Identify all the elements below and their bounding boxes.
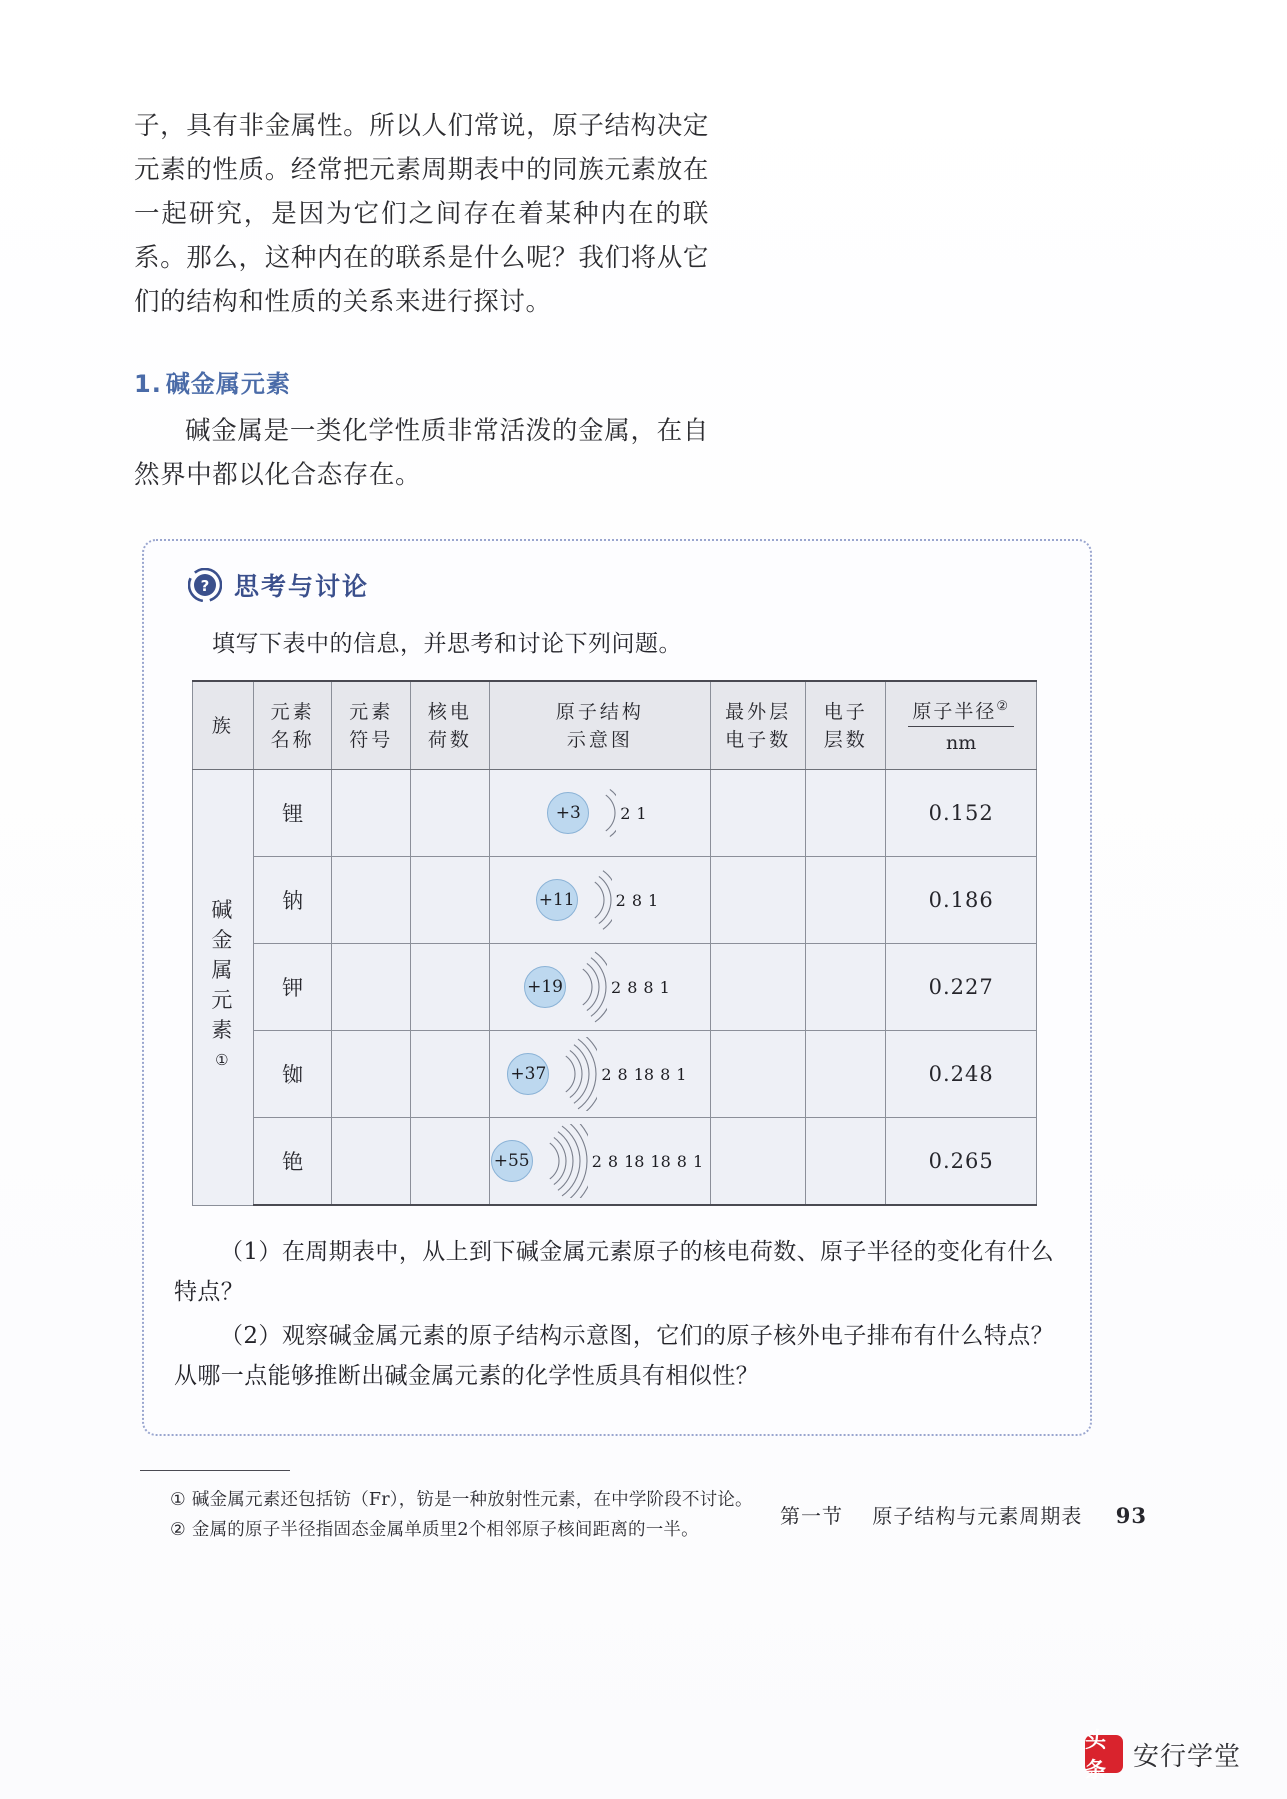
shell-electron-count: 2 bbox=[591, 1151, 602, 1171]
shell-electron-count: 8 bbox=[660, 1064, 671, 1084]
shell-electron-count: 8 bbox=[607, 1151, 619, 1171]
electron-shells bbox=[551, 1037, 597, 1111]
cell-element-symbol[interactable] bbox=[332, 1118, 411, 1206]
table-row bbox=[193, 1118, 1037, 1206]
col-header-name: 元素 名称 bbox=[253, 681, 332, 770]
footer-title: 原子结构与元素周期表 bbox=[872, 1504, 1083, 1528]
discussion-header bbox=[188, 567, 1060, 603]
atom-structure-diagram bbox=[491, 1037, 709, 1111]
alkali-metals-table-wrapper bbox=[192, 680, 1060, 1206]
cell-atom-structure bbox=[489, 1118, 710, 1206]
cell-element-symbol[interactable] bbox=[332, 770, 411, 857]
shell-electron-count: 2 bbox=[601, 1064, 612, 1084]
cell-atomic-radius: 0.227 bbox=[886, 944, 1037, 1031]
shell-electron-count: 18 bbox=[650, 1151, 671, 1171]
table-row bbox=[193, 770, 1037, 857]
footer-chapter: 第一节 bbox=[780, 1504, 844, 1528]
cell-element-name: 钠 bbox=[253, 857, 332, 944]
svg-text:?: ? bbox=[200, 577, 210, 595]
cell-element-name: 铷 bbox=[253, 1031, 332, 1118]
cell-atomic-radius: 0.186 bbox=[886, 857, 1037, 944]
shell-electron-count: 8 bbox=[676, 1151, 687, 1171]
shell-electron-count: 8 bbox=[617, 1064, 628, 1084]
shell-electron-count: 1 bbox=[676, 1064, 687, 1084]
family-footnote-marker: ① bbox=[215, 1050, 231, 1069]
page-footer bbox=[0, 1500, 1287, 1529]
alkali-metals-table bbox=[192, 680, 1037, 1206]
shell-electron-list bbox=[592, 1152, 709, 1171]
section-title: 碱金属元素 bbox=[165, 370, 291, 398]
cell-atomic-radius: 0.152 bbox=[886, 770, 1037, 857]
cell-atomic-radius: 0.265 bbox=[886, 1118, 1037, 1206]
table-head bbox=[193, 681, 1037, 770]
table-header-row bbox=[193, 681, 1037, 770]
cell-outer-electrons[interactable] bbox=[711, 1031, 806, 1118]
shell-electron-count: 1 bbox=[636, 803, 647, 823]
intro-paragraph: 子，具有非金属性。所以人们常说，原子结构决定元素的性质。经常把元素周期表中的同族元素放在一起研究，是因为它们之间存在着某种内在的联系。那么，这种内在的联系是什么呢？我们将从它们的结构和性质的关系来进行探讨。 bbox=[134, 111, 709, 317]
nucleus-charge: +3 bbox=[547, 792, 589, 834]
electron-shells bbox=[535, 1124, 588, 1198]
shell-electron-list bbox=[601, 1065, 692, 1084]
radius-unit: nm bbox=[946, 732, 977, 755]
shell-electron-list bbox=[611, 978, 676, 997]
footnote-marker: ② bbox=[170, 1520, 186, 1541]
shell-electron-count: 1 bbox=[659, 977, 670, 997]
shell-electron-list bbox=[620, 804, 652, 823]
col-header-symbol: 元素 符号 bbox=[332, 681, 411, 770]
radius-footnote-marker: ② bbox=[996, 699, 1010, 714]
discussion-question: （2）观察碱金属元素的原子结构示意图，它们的原子核外电子排布有什么特点？从哪一点能够推断出碱金属元素的化学性质具有相似性？ bbox=[174, 1323, 1055, 1390]
cell-atom-structure bbox=[489, 944, 710, 1031]
electron-shells bbox=[591, 776, 616, 850]
cell-element-name: 铯 bbox=[253, 1118, 332, 1206]
question-mark-circle-icon bbox=[188, 568, 222, 602]
nucleus-charge: +19 bbox=[524, 966, 566, 1008]
cell-shell-count[interactable] bbox=[806, 1031, 886, 1118]
table-row bbox=[193, 944, 1037, 1031]
watermark-logo-icon: 头条 bbox=[1085, 1735, 1123, 1773]
shell-electron-count: 8 bbox=[631, 890, 643, 910]
atom-structure-diagram bbox=[491, 950, 709, 1024]
watermark-text: 安行学堂 bbox=[1132, 1741, 1241, 1772]
footnote-marker: ① bbox=[170, 1490, 186, 1511]
nucleus-charge: +55 bbox=[491, 1140, 533, 1182]
cell-nuclear-charge[interactable] bbox=[411, 944, 490, 1031]
discussion-box bbox=[142, 539, 1092, 1436]
watermark bbox=[1084, 1728, 1241, 1782]
cell-nuclear-charge[interactable] bbox=[411, 1118, 490, 1206]
cell-element-symbol[interactable] bbox=[332, 857, 411, 944]
atom-structure-diagram bbox=[491, 776, 709, 850]
cell-element-name: 钾 bbox=[253, 944, 332, 1031]
cell-shell-count[interactable] bbox=[806, 944, 886, 1031]
electron-shells bbox=[568, 950, 607, 1024]
cell-nuclear-charge[interactable] bbox=[411, 770, 490, 857]
atom-structure-diagram bbox=[491, 1124, 709, 1198]
nucleus-charge: +37 bbox=[507, 1053, 549, 1095]
shell-electron-count: 8 bbox=[627, 977, 638, 997]
footnote-text: 金属的原子半径指固态金属单质里2个相邻原子核间距离的一半。 bbox=[191, 1520, 699, 1541]
page-number: 93 bbox=[1115, 1503, 1147, 1528]
cell-element-name: 锂 bbox=[253, 770, 332, 857]
family-label-cell: 碱 金 属 元 素 ① bbox=[193, 770, 254, 1206]
cell-nuclear-charge[interactable] bbox=[411, 857, 490, 944]
shell-electron-count: 2 bbox=[615, 890, 626, 910]
cell-element-symbol[interactable] bbox=[332, 944, 411, 1031]
shell-electron-count: 18 bbox=[633, 1064, 655, 1084]
radius-label: 原子半径 bbox=[912, 700, 997, 723]
shell-electron-count: 1 bbox=[648, 890, 659, 910]
cell-atom-structure bbox=[489, 770, 710, 857]
table-row bbox=[193, 1031, 1037, 1118]
cell-shell-count[interactable] bbox=[806, 857, 886, 944]
cell-shell-count[interactable] bbox=[806, 1118, 886, 1206]
col-header-family: 族 bbox=[193, 681, 254, 770]
discussion-lead: 填写下表中的信息，并思考和讨论下列问题。 bbox=[212, 631, 682, 657]
cell-outer-electrons[interactable] bbox=[711, 857, 806, 944]
shell-electron-count: 2 bbox=[620, 803, 631, 823]
nucleus-charge: +11 bbox=[536, 879, 578, 921]
cell-element-symbol[interactable] bbox=[332, 1031, 411, 1118]
cell-atomic-radius: 0.248 bbox=[886, 1031, 1037, 1118]
footnote-text: 碱金属元素还包括钫（Fr），钫是一种放射性元素，在中学阶段不讨论。 bbox=[191, 1490, 753, 1511]
discussion-question: （1）在周期表中，从上到下碱金属元素原子的核电荷数、原子半径的变化有什么特点？ bbox=[174, 1239, 1055, 1306]
cell-atom-structure bbox=[489, 857, 710, 944]
cell-shell-count[interactable] bbox=[806, 770, 886, 857]
shell-electron-count: 8 bbox=[643, 977, 654, 997]
footnote-divider bbox=[140, 1470, 290, 1471]
shell-electron-list bbox=[616, 891, 665, 910]
discussion-questions bbox=[174, 1232, 1060, 1396]
cell-outer-electrons[interactable] bbox=[711, 1118, 806, 1206]
section-number: 1. bbox=[134, 370, 162, 398]
table-body bbox=[193, 770, 1037, 1206]
col-header-shells: 电子 层数 bbox=[806, 681, 886, 770]
section-heading bbox=[134, 364, 1154, 399]
page-content bbox=[134, 104, 1154, 1545]
table-row bbox=[193, 857, 1037, 944]
shell-electron-count: 18 bbox=[624, 1151, 645, 1171]
shell-electron-count: 1 bbox=[692, 1151, 704, 1171]
shell-electron-count: 2 bbox=[611, 977, 622, 997]
col-header-outer: 最外层 电子数 bbox=[711, 681, 806, 770]
col-header-structure: 原子结构 示意图 bbox=[489, 681, 710, 770]
cell-atom-structure bbox=[489, 1031, 710, 1118]
discussion-title: 思考与讨论 bbox=[234, 572, 370, 601]
cell-nuclear-charge[interactable] bbox=[411, 1031, 490, 1118]
section-paragraph: 碱金属是一类化学性质非常活泼的金属，在自然界中都以化合态存在。 bbox=[134, 416, 709, 490]
cell-outer-electrons[interactable] bbox=[711, 944, 806, 1031]
col-header-radius bbox=[886, 681, 1037, 770]
cell-outer-electrons[interactable] bbox=[711, 770, 806, 857]
col-header-charge: 核电 荷数 bbox=[411, 681, 490, 770]
electron-shells bbox=[580, 863, 612, 937]
atom-structure-diagram bbox=[491, 863, 709, 937]
